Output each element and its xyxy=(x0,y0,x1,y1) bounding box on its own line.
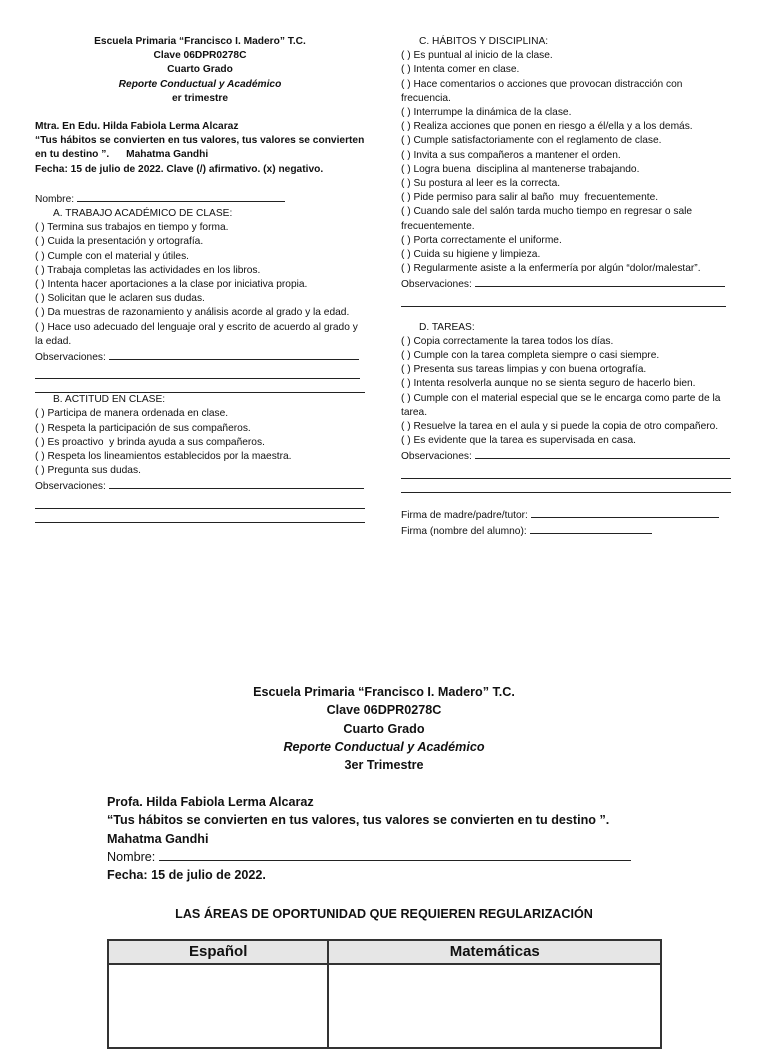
section-c-item: ( ) Cumple satisfactoriamente con el reglamento de clase. xyxy=(401,135,662,147)
observaciones-line[interactable] xyxy=(35,365,360,379)
quote-line-2: en tu destino ”. Mahatma Gandhi xyxy=(35,149,209,161)
observaciones-label: Observaciones: xyxy=(401,451,472,463)
teacher-name: Mtra. En Edu. Hilda Fabiola Lerma Alcaraz xyxy=(35,121,239,133)
name-blank[interactable] xyxy=(159,848,631,861)
areas-table xyxy=(107,939,662,1049)
section-d-item: ( ) Presenta sus tareas limpias y con buena ortografía. xyxy=(401,364,647,376)
report-title: Reporte Conductual y Académico xyxy=(283,739,485,754)
section-b-item: ( ) Pregunta sus dudas. xyxy=(35,465,141,477)
observaciones-label: Observaciones: xyxy=(35,352,106,364)
section-a-item: ( ) Termina sus trabajos en tiempo y forma. xyxy=(35,222,229,234)
section-a-item: ( ) Cumple con el material y útiles. xyxy=(35,250,189,262)
section-b-item: ( ) Es proactivo y brinda ayuda a sus compañeros. xyxy=(35,436,265,448)
section-c-item: ( ) Su postura al leer es la correcta. xyxy=(401,178,561,190)
section-c-observaciones[interactable] xyxy=(401,276,733,292)
section-d-item: ( ) Es evidente que la tarea es supervisada en casa. xyxy=(401,435,637,447)
section-d-item: ( ) Cumple con el material especial que se le encarga como parte de la tarea. xyxy=(401,392,721,418)
school-name: Escuela Primaria “Francisco I. Madero” T.C. xyxy=(94,36,306,47)
name-field[interactable] xyxy=(107,848,667,866)
student-signature-blank[interactable] xyxy=(530,523,652,534)
section-a-observaciones[interactable] xyxy=(35,349,365,365)
report2-info xyxy=(107,793,667,884)
student-signature-field[interactable] xyxy=(401,523,733,539)
name-label: Nombre: xyxy=(107,849,156,864)
section-d-item: ( ) Resuelve la tarea en el aula y si puede la copia de otro compañero. xyxy=(401,421,719,433)
observaciones-line[interactable] xyxy=(35,495,365,509)
date: Fecha: 15 de julio de 2022. xyxy=(107,868,266,883)
grade: Cuarto Grado xyxy=(343,721,425,736)
section-c-item: ( ) Es puntual al inicio de la clase. xyxy=(401,50,553,62)
section-a-item: ( ) Hace uso adecuado del lenguaje oral y escrito de acuerdo al grado y la edad. xyxy=(35,321,358,347)
name-label: Nombre: xyxy=(35,193,75,205)
section-d-item: ( ) Intenta resolverla aunque no se sienta seguro de hacerlo bien. xyxy=(401,378,696,390)
report-title: Reporte Conductual y Académico xyxy=(118,78,282,90)
parent-signature-blank[interactable] xyxy=(531,507,719,518)
table-header-espanol: Español xyxy=(108,940,328,964)
section-a-title: A. TRABAJO ACADÉMICO DE CLASE: xyxy=(53,208,233,220)
parent-signature-label: Firma de madre/padre/tutor: xyxy=(401,509,528,521)
section-c-item: ( ) Cuando sale del salón tarda mucho tiempo en regresar o sale frecuentemente. xyxy=(401,206,693,232)
table-header-matematicas: Matemáticas xyxy=(328,940,661,964)
school-clave: Clave 06DPR0278C xyxy=(153,50,247,62)
section-d-title: D. TAREAS: xyxy=(419,321,475,333)
trimester: er trimestre xyxy=(171,92,229,104)
areas-title: LAS ÁREAS DE OPORTUNIDAD QUE REQUIEREN REGULARIZACIÓN xyxy=(175,907,593,921)
observaciones-label: Observaciones: xyxy=(401,279,472,291)
observaciones-blank[interactable] xyxy=(475,448,730,459)
observaciones-blank[interactable] xyxy=(109,478,364,489)
date-line: Fecha: 15 de julio de 2022. Clave (/) afirmativo. (x) negativo. xyxy=(35,163,324,175)
name-blank[interactable] xyxy=(77,191,285,202)
section-c-item: ( ) Hace comentarios o acciones que provocan distracción con frecuencia. xyxy=(401,78,683,104)
section-b-observaciones[interactable] xyxy=(35,478,365,494)
quote-line-1: “Tus hábitos se convierten en tus valores, tus valores se convierten xyxy=(35,135,365,147)
quote: “Tus hábitos se convierten en tus valores, tus valores se convierten en tu destino ”. xyxy=(107,813,610,828)
section-c-title: C. HÁBITOS Y DISCIPLINA: xyxy=(419,36,549,47)
parent-signature-field[interactable] xyxy=(401,507,733,523)
section-d-item: ( ) Copia correctamente la tarea todos los días. xyxy=(401,335,614,347)
trimester: 3er Trimestre xyxy=(344,758,424,773)
section-c-item: ( ) Logra buena disciplina al mantenerse trabajando. xyxy=(401,163,640,175)
observaciones-line[interactable] xyxy=(401,479,731,493)
report1-right-column xyxy=(401,35,733,539)
section-a-item: ( ) Solicitan que le aclaren sus dudas. xyxy=(35,293,205,305)
section-c-item: ( ) Realiza acciones que ponen en riesgo a él/ella y a los demás. xyxy=(401,121,693,133)
section-b-item: ( ) Respeta los lineamientos establecidos por la maestra. xyxy=(35,451,292,463)
section-a-item: ( ) Trabaja completas las actividades en los libros. xyxy=(35,264,261,276)
section-c-item: ( ) Regularmente asiste a la enfermería por algún “dolor/malestar”. xyxy=(401,263,701,275)
section-c-item: ( ) Intenta comer en clase. xyxy=(401,64,520,76)
section-c-item: ( ) Interrumpe la dinámica de la clase. xyxy=(401,107,572,119)
observaciones-line[interactable] xyxy=(35,509,365,523)
table-cell-matematicas[interactable] xyxy=(328,964,661,1048)
section-c-item: ( ) Cuida su higiene y limpieza. xyxy=(401,249,541,261)
section-b-title: B. ACTITUD EN CLASE: xyxy=(53,394,166,406)
section-b-item: ( ) Participa de manera ordenada en clase. xyxy=(35,408,229,420)
school-clave: Clave 06DPR0278C xyxy=(326,703,442,718)
section-d-item: ( ) Cumple con la tarea completa siempre o casi siempre. xyxy=(401,350,660,362)
observaciones-label: Observaciones: xyxy=(35,481,106,493)
school-name: Escuela Primaria “Francisco I. Madero” T.C. xyxy=(253,685,515,699)
grade: Cuarto Grado xyxy=(167,64,233,76)
section-c-item: ( ) Invita a sus compañeros a mantener el orden. xyxy=(401,149,621,161)
section-b-item: ( ) Respeta la participación de sus compañeros. xyxy=(35,422,251,434)
observaciones-blank[interactable] xyxy=(109,349,359,360)
section-c-item: ( ) Porta correctamente el uniforme. xyxy=(401,234,562,246)
report1-left-column xyxy=(35,35,365,523)
student-signature-label: Firma (nombre del alumno): xyxy=(401,525,527,537)
table-row xyxy=(108,964,661,1048)
teacher-name: Profa. Hilda Fabiola Lerma Alcaraz xyxy=(107,795,314,809)
section-a-item: ( ) Cuida la presentación y ortografía. xyxy=(35,236,204,248)
observaciones-line[interactable] xyxy=(401,293,726,307)
observaciones-line[interactable] xyxy=(401,465,731,479)
section-d-observaciones[interactable] xyxy=(401,448,733,464)
section-a-item: ( ) Da muestras de razonamiento y análisis acorde al grado y la edad. xyxy=(35,307,350,319)
table-cell-espanol[interactable] xyxy=(108,964,328,1048)
observaciones-line[interactable] xyxy=(35,379,365,393)
observaciones-blank[interactable] xyxy=(475,276,725,287)
report2 xyxy=(0,683,768,960)
section-c-item: ( ) Pide permiso para salir al baño muy frecuentemente. xyxy=(401,192,659,204)
section-a-item: ( ) Intenta hacer aportaciones a la clase por iniciativa propia. xyxy=(35,279,308,291)
quote-author: Mahatma Gandhi xyxy=(107,831,209,846)
name-field[interactable] xyxy=(35,191,365,207)
